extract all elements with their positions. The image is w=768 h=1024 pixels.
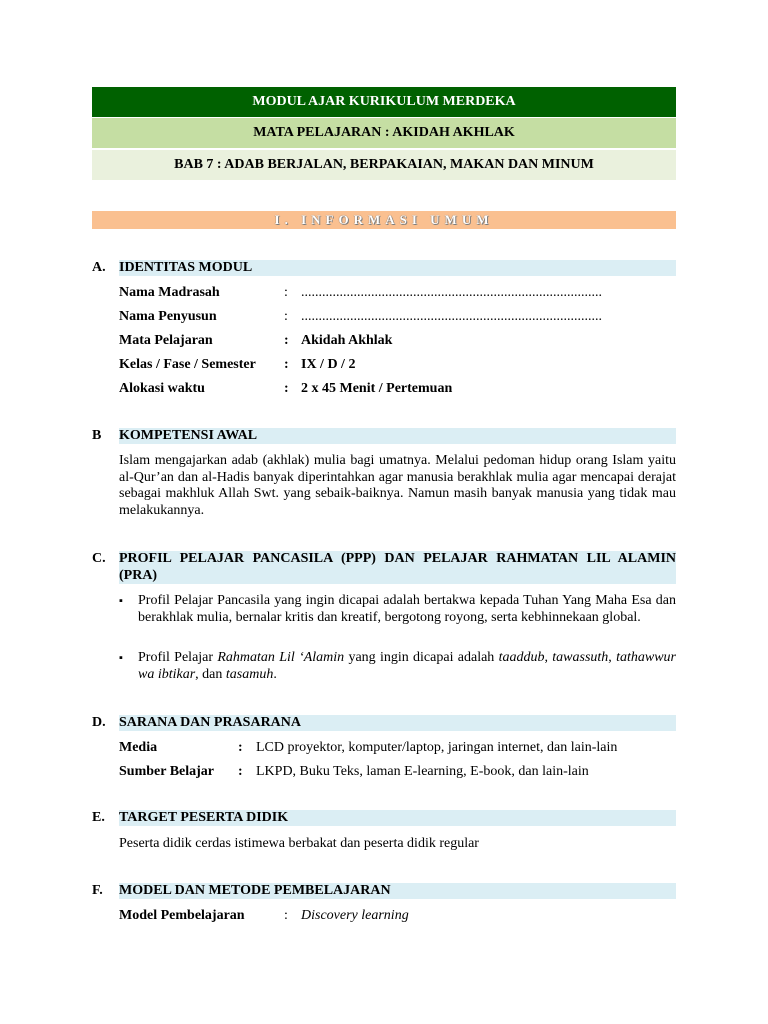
section-band-informasi-umum: I. INFORMASI UMUM: [92, 211, 676, 229]
row-value: LKPD, Buku Teks, laman E-learning, E-book, dan lain-lain: [256, 764, 589, 779]
row-colon: :: [284, 333, 289, 348]
section-kompetensi-heading: [92, 428, 676, 444]
text-run: , dan: [195, 666, 226, 682]
text-run: ,: [544, 650, 553, 665]
row-colon: :: [284, 285, 288, 300]
bullet-text: Profil Pelajar Pancasila yang ingin dicapai adalah bertakwa kepada Tuhan Yang Maha Esa dan berakhlak mulia, bernalar kritis dan kreatif, bergotong royong, serta kebhinnekaan global.: [138, 593, 676, 625]
row-colon: :: [238, 740, 243, 755]
section-title: SARANA DAN PRASARANA: [119, 715, 676, 731]
section-identitas-heading: [92, 260, 676, 276]
section-title: KOMPETENSI AWAL: [119, 428, 676, 444]
row-label: Media: [119, 740, 158, 755]
subject-title: MATA PELAJARAN : AKIDAH AKHLAK: [92, 118, 676, 148]
italic-term: tathawwur wa ibtikar: [138, 650, 676, 682]
profil-bullet-pra: [119, 650, 676, 683]
row-label: Nama Madrasah: [119, 285, 220, 300]
bullet-square-icon: ▪: [119, 595, 123, 607]
section-letter: D.: [92, 715, 106, 730]
section-profil-heading: [92, 551, 676, 584]
bullet-square-icon: ▪: [119, 652, 123, 664]
kompetensi-paragraph: Islam mengajarkan adab (akhlak) mulia bagi umatnya. Melalui pedoman hidup orang Islam yaitu al-Qur’an dan al-Hadis banyak diperintahkan agar manusia berakhlak mulia agar mencapai derajat sebagai makhluk Allah Swt. yang sebaik-baiknya. Namun masih banyak manusia yang tidak mau melakukannya.: [119, 453, 676, 518]
row-value: Akidah Akhlak: [301, 333, 393, 348]
module-title: MODUL AJAR KURIKULUM MERDEKA: [92, 87, 676, 117]
bullet-text: [138, 650, 676, 683]
row-value: 2 x 45 Menit / Pertemuan: [301, 381, 453, 396]
profil-bullet-ppp: [119, 593, 676, 626]
row-label: Sumber Belajar: [119, 764, 215, 779]
row-label: Kelas / Fase / Semester: [119, 357, 256, 372]
section-letter: A.: [92, 260, 106, 275]
italic-term: taaddub: [498, 650, 545, 665]
section-letter: F.: [92, 883, 103, 898]
section-title: IDENTITAS MODUL: [119, 260, 676, 276]
italic-term: Rahmatan Lil ‘Alamin: [217, 650, 345, 665]
row-value: IX / D / 2: [301, 357, 356, 372]
row-value: Discovery learning: [301, 908, 409, 923]
row-value: ......................................................................................: [301, 309, 602, 324]
section-model-heading: [92, 883, 676, 899]
section-letter: E.: [92, 810, 105, 825]
section-letter: B: [92, 428, 102, 443]
section-title: PROFIL PELAJAR PANCASILA (PPP) DAN PELAJAR RAHMATAN LIL ALAMIN (PRA): [119, 551, 676, 583]
section-target-heading: [92, 810, 676, 826]
section-letter: C.: [92, 551, 106, 566]
row-colon: :: [284, 381, 289, 396]
target-text: Peserta didik cerdas istimewa berbakat dan peserta didik regular: [119, 836, 479, 851]
text-run: yang ingin dicapai adalah: [344, 650, 499, 665]
row-value: ......................................................................................: [301, 285, 602, 300]
row-colon: :: [284, 357, 289, 372]
chapter-title: BAB 7 : ADAB BERJALAN, BERPAKAIAN, MAKAN DAN MINUM: [92, 150, 676, 180]
section-title: MODEL DAN METODE PEMBELAJARAN: [119, 883, 676, 899]
section-title: TARGET PESERTA DIDIK: [119, 810, 676, 826]
section-sarana-heading: [92, 715, 676, 731]
row-colon: :: [284, 309, 288, 324]
text-run: Profil Pelajar: [138, 650, 218, 665]
row-label: Nama Penyusun: [119, 309, 217, 324]
text-run: ,: [608, 650, 617, 665]
row-label: Model Pembelajaran: [119, 908, 245, 923]
row-colon: :: [284, 908, 288, 923]
text-run: .: [273, 666, 277, 682]
italic-term: tasamuh: [225, 666, 274, 682]
row-value: LCD proyektor, komputer/laptop, jaringan internet, dan lain-lain: [256, 740, 618, 755]
italic-term: tawassuth: [552, 650, 609, 665]
row-label: Mata Pelajaran: [119, 333, 213, 348]
row-label: Alokasi waktu: [119, 381, 205, 396]
row-colon: :: [238, 764, 243, 779]
